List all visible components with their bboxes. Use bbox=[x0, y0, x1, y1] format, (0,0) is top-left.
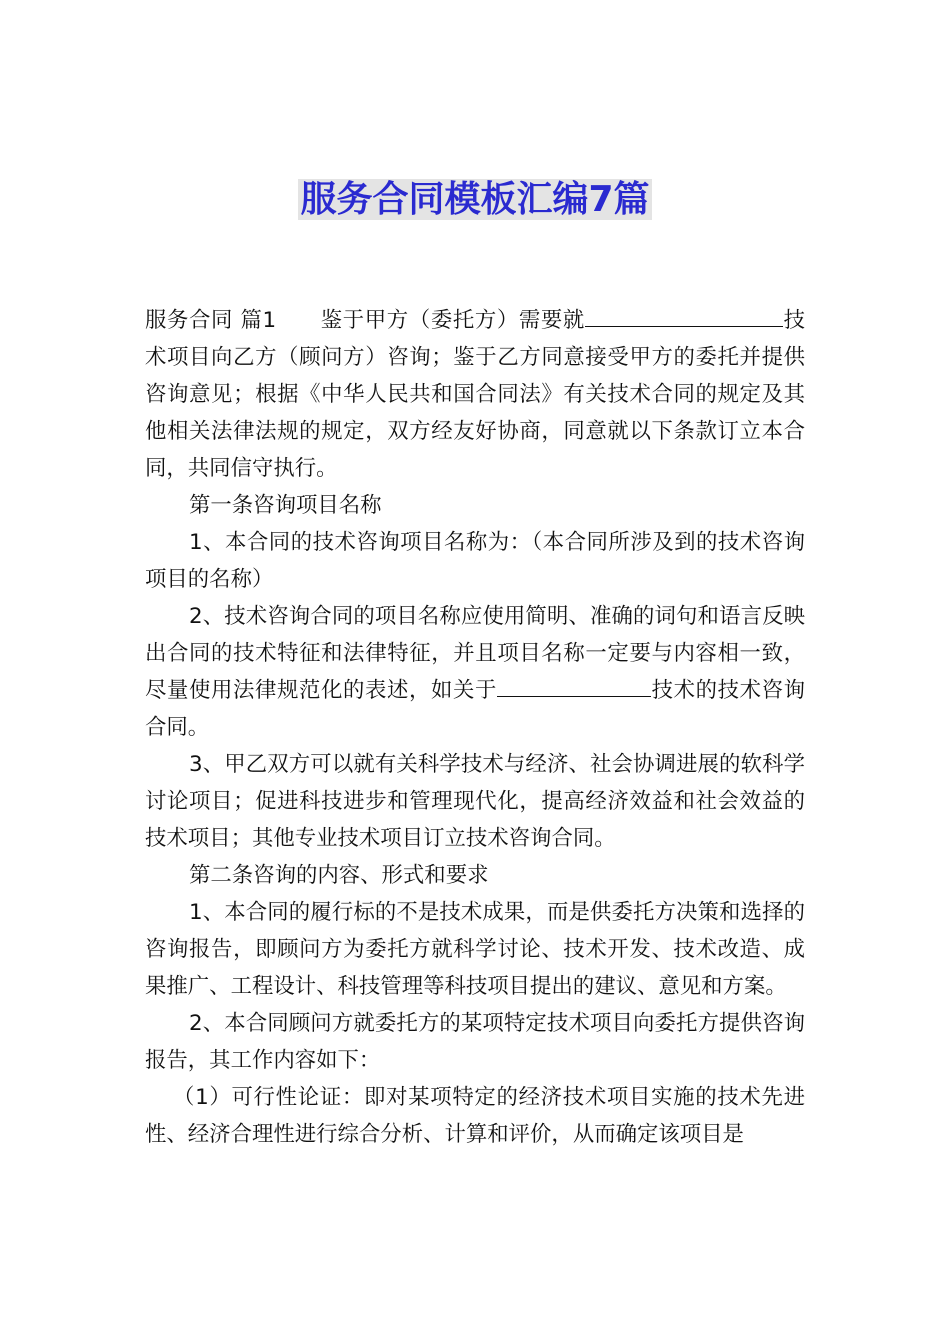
fill-in-blank-technology bbox=[497, 674, 651, 697]
fill-in-blank-project bbox=[585, 304, 783, 327]
clause-2-2-sub-1: （1）可行性论证：即对某项特定的经济技术项目实施的技术先进性、经济合理性进行综合分析、计算和评价，从而确定该项目是 bbox=[145, 1085, 805, 1147]
document-title-text: 服务合同模板汇编7篇 bbox=[300, 179, 650, 220]
clause-2-1: 1、本合同的履行标的不是技术成果，而是供委托方决策和选择的咨询报告，即顾问方为委托方就科学讨论、技术开发、技术改造、成果推广、工程设计、科技管理等科技项目提出的建议、意见和方案。 bbox=[145, 900, 805, 999]
clause-1-1: 1、本合同的技术咨询项目名称为：（本合同所涉及到的技术咨询项目的名称） bbox=[145, 530, 805, 592]
intro-text-a: 鉴于甲方（委托方）需要就 bbox=[320, 308, 585, 333]
intro-paragraph bbox=[145, 302, 805, 487]
clause-1-2-text-b: 技术的技术咨询合同。 bbox=[145, 678, 805, 740]
clause-1-2-text-a: 2、技术咨询合同的项目名称应使用简明、准确的词句和语言反映出合同的技术特征和法律特征，并且项目名称一定要与内容相一致，尽量使用法律规范化的表述，如关于 bbox=[145, 604, 805, 703]
clause-1-2 bbox=[145, 598, 805, 746]
document-title bbox=[0, 176, 950, 224]
section-heading-1: 第一条咨询项目名称 bbox=[189, 493, 382, 518]
clause-1-3: 3、甲乙双方可以就有关科学技术与经济、社会协调进展的软科学讨论项目；促进科技进步和管理现代化，提高经济效益和社会效益的技术项目；其他专业技术项目订立技术咨询合同。 bbox=[145, 752, 805, 851]
section-heading-2: 第二条咨询的内容、形式和要求 bbox=[189, 863, 489, 888]
clause-2-2: 2、本合同顾问方就委托方的某项特定技术项目向委托方提供咨询报告，其工作内容如下： bbox=[145, 1011, 805, 1073]
intro-text-b: 技术项目向乙方（顾问方）咨询；鉴于乙方同意接受甲方的委托并提供咨询意见；根据《中华人民共和国合同法》有关技术合同的规定及其他相关法律法规的规定，双方经友好协商，同意就以下条款订立本合同，共同信守执行。 bbox=[145, 308, 805, 481]
document-body bbox=[145, 302, 805, 1153]
contract-lead-label: 服务合同 篇1 bbox=[145, 308, 277, 333]
